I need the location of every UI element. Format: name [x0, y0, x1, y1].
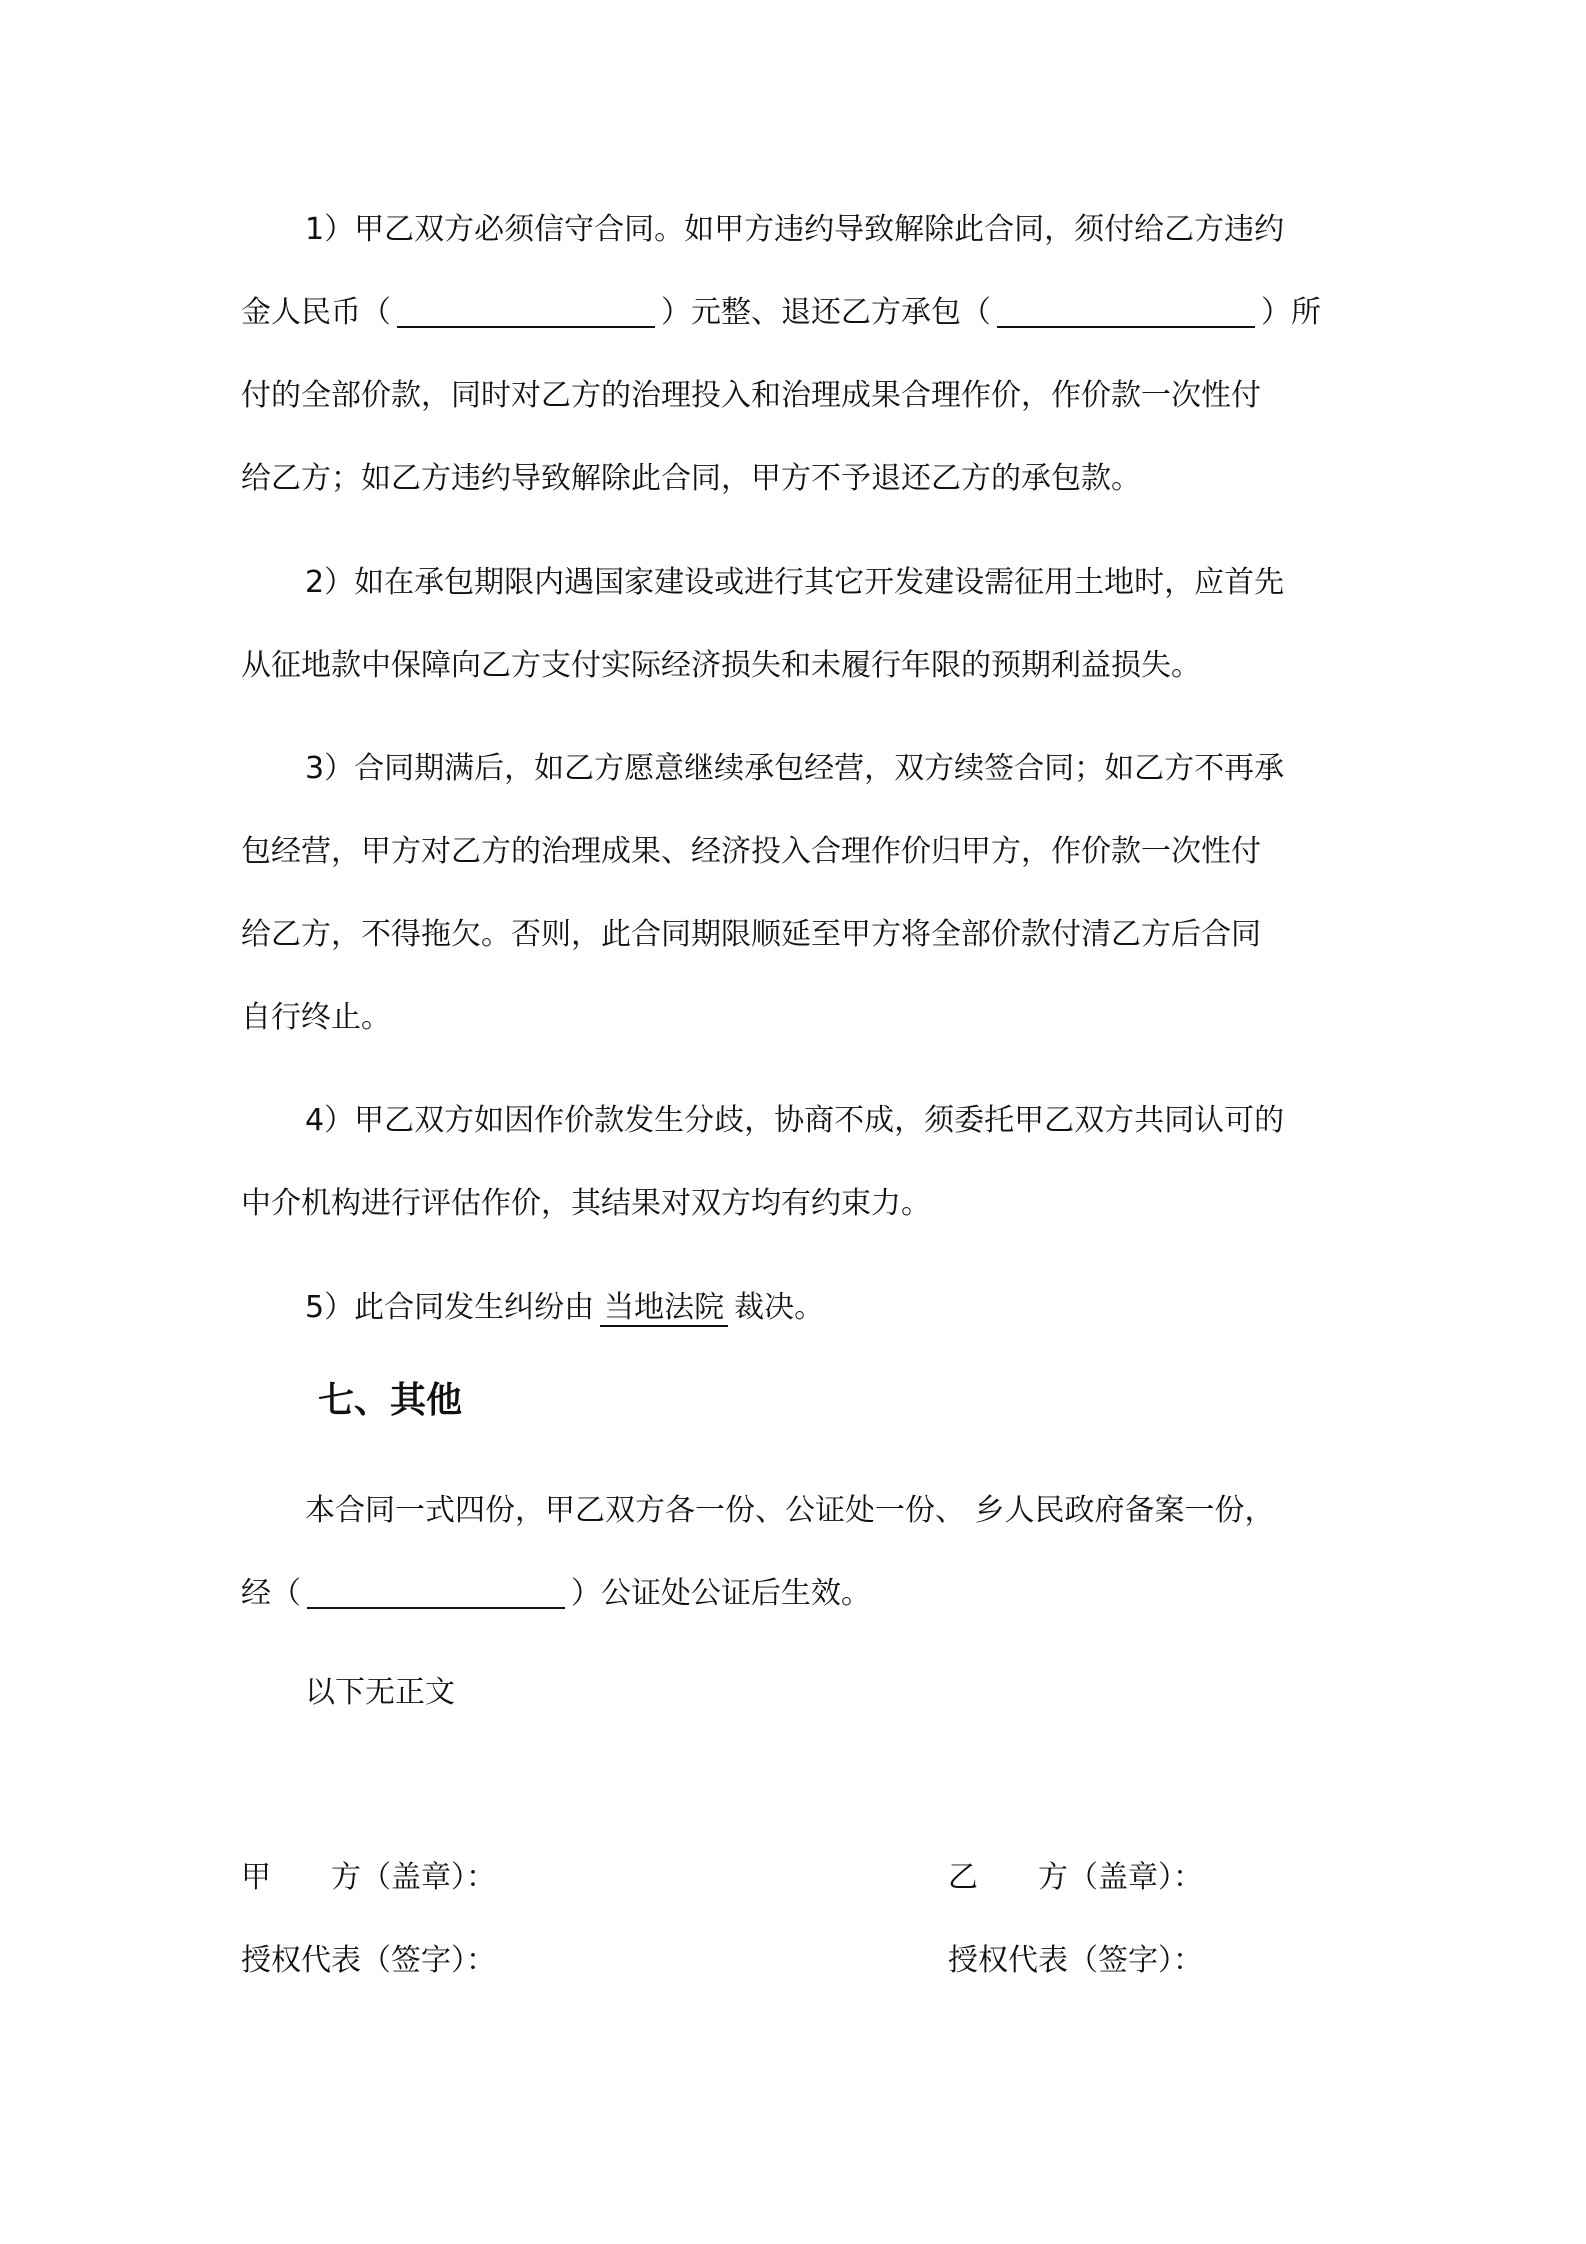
party-b-representative-label: 授权代表（签字）： [948, 1943, 1203, 1978]
section-7-text-b: ）公证处公证后生效。 [571, 1576, 871, 1611]
clause-2-line-2: 从征地款中保障向乙方支付实际经济损失和未履行年限的预期利益损失。 [241, 648, 1201, 683]
clause-1-line-3: 付的全部价款，同时对乙方的治理投入和治理成果合理作价，作价款一次性付 [241, 378, 1261, 413]
clause-3-line-1: 3）合同期满后，如乙方愿意继续承包经营，双方续签合同；如乙方不再承 [305, 751, 1285, 786]
clause-5-text-post: 裁决。 [734, 1290, 825, 1325]
section-7-text-a: 经（ [241, 1576, 301, 1611]
clause-1-text-a: 金人民币（ [241, 295, 391, 330]
clause-1-line-4: 给乙方；如乙方违约导致解除此合同，甲方不予退还乙方的承包款。 [241, 461, 1141, 496]
clause-1-line-2 [241, 293, 1361, 333]
notary-blank-field[interactable] [307, 1577, 565, 1609]
amount-blank-field[interactable] [397, 296, 655, 328]
party-a-seal-label: 甲 方（盖章）： [241, 1860, 496, 1895]
court-filled-field[interactable]: 当地法院 [600, 1291, 728, 1327]
clause-1-line-1: 1）甲乙双方必须信守合同。如甲方违约导致解除此合同，须付给乙方违约 [305, 212, 1285, 247]
clause-1-text-c: ）所 [1261, 295, 1321, 330]
party-b-seal-label: 乙 方（盖章）： [948, 1860, 1203, 1895]
section-7-line-1: 本合同一式四份，甲乙双方各一份、公证处一份、 乡人民政府备案一份， [305, 1493, 1275, 1528]
clause-3-line-2: 包经营，甲方对乙方的治理成果、经济投入合理作价归甲方，作价款一次性付 [241, 834, 1261, 869]
clause-4-line-2: 中介机构进行评估作价，其结果对双方均有约束力。 [241, 1186, 931, 1221]
clause-2-line-1: 2）如在承包期限内遇国家建设或进行其它开发建设需征用土地时，应首先 [305, 565, 1285, 600]
clause-1-text-b: ）元整、退还乙方承包（ [661, 295, 991, 330]
contract-fee-blank-field[interactable] [997, 296, 1255, 328]
clause-3-line-3: 给乙方，不得拖欠。否则，此合同期限顺延至甲方将全部价款付清乙方后合同 [241, 917, 1261, 952]
clause-5-text-pre: 5）此合同发生纠纷由 [305, 1290, 595, 1325]
party-a-representative-label: 授权代表（签字）： [241, 1943, 496, 1978]
clause-4-line-1: 4）甲乙双方如因作价款发生分歧，协商不成，须委托甲乙双方共同认可的 [305, 1103, 1285, 1138]
section-7-line-2 [241, 1574, 1361, 1614]
section-7-heading: 七、其他 [318, 1380, 463, 1421]
clause-5-line [305, 1288, 1425, 1328]
clause-3-line-4: 自行终止。 [241, 1000, 391, 1035]
end-of-text-note: 以下无正文 [305, 1675, 455, 1710]
